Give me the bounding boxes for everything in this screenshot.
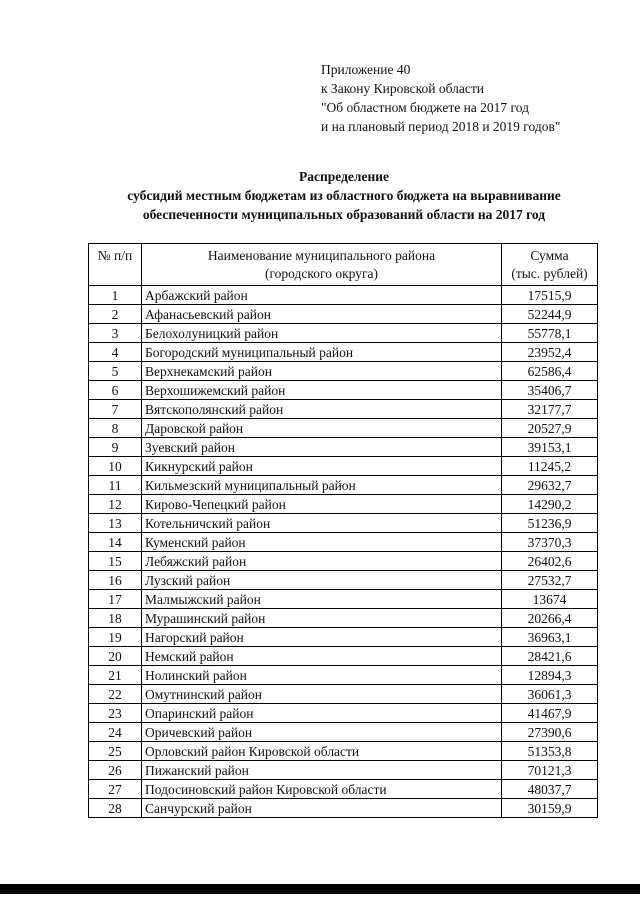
row-number: 26: [89, 761, 142, 780]
heading-title: Распределение: [298, 169, 390, 184]
row-number: 11: [89, 476, 142, 495]
table-row: [89, 571, 598, 590]
row-amount: 27390,6: [502, 723, 598, 742]
row-amount: 30159,9: [502, 799, 598, 818]
row-district-name: Верхошижемский район: [142, 381, 502, 400]
row-district-name: Мурашинский район: [142, 609, 502, 628]
row-district-name: Богородский муниципальный район: [142, 343, 502, 362]
table-row: [89, 723, 598, 742]
scan-edge-bar: [0, 884, 640, 894]
row-district-name: Оричевский район: [142, 723, 502, 742]
table-row: [89, 419, 598, 438]
row-amount: 37370,3: [502, 533, 598, 552]
row-amount: 62586,4: [502, 362, 598, 381]
row-number: 9: [89, 438, 142, 457]
table-row: [89, 381, 598, 400]
table-body: [89, 286, 598, 818]
document-heading: [0, 167, 640, 224]
row-number: 24: [89, 723, 142, 742]
row-district-name: Кильмезский муниципальный район: [142, 476, 502, 495]
annex-reference: [321, 60, 560, 136]
row-district-name: Афанасьевский район: [142, 305, 502, 324]
row-district-name: Куменский район: [142, 533, 502, 552]
row-amount: 48037,7: [502, 780, 598, 799]
row-number: 10: [89, 457, 142, 476]
row-district-name: Даровской район: [142, 419, 502, 438]
row-amount: 35406,7: [502, 381, 598, 400]
row-district-name: Омутнинский район: [142, 685, 502, 704]
table-row: [89, 780, 598, 799]
table-row: [89, 400, 598, 419]
row-amount: 52244,9: [502, 305, 598, 324]
row-amount: 11245,2: [502, 457, 598, 476]
row-district-name: Кирово-Чепецкий район: [142, 495, 502, 514]
row-amount: 12894,3: [502, 666, 598, 685]
row-number: 25: [89, 742, 142, 761]
table-row: [89, 742, 598, 761]
row-amount: 36061,3: [502, 685, 598, 704]
annex-law: к Закону Кировской области: [321, 81, 485, 96]
row-amount: 20527,9: [502, 419, 598, 438]
table-row: [89, 514, 598, 533]
row-number: 19: [89, 628, 142, 647]
table-row: [89, 533, 598, 552]
row-number: 15: [89, 552, 142, 571]
table-row: [89, 685, 598, 704]
header-num: № п/п: [89, 244, 142, 286]
table-row: [89, 647, 598, 666]
row-district-name: Вятскополянский район: [142, 400, 502, 419]
row-district-name: Нагорский район: [142, 628, 502, 647]
annex-number: Приложение 40: [321, 62, 411, 77]
row-district-name: Немский район: [142, 647, 502, 666]
row-number: 8: [89, 419, 142, 438]
row-number: 23: [89, 704, 142, 723]
row-amount: 55778,1: [502, 324, 598, 343]
header-sum: [502, 244, 598, 286]
table-row: [89, 628, 598, 647]
table-row: [89, 457, 598, 476]
row-amount: 39153,1: [502, 438, 598, 457]
row-number: 20: [89, 647, 142, 666]
row-amount: 20266,4: [502, 609, 598, 628]
row-amount: 36963,1: [502, 628, 598, 647]
header-name-line2: (городского округа): [264, 265, 379, 281]
row-district-name: Арбажский район: [142, 286, 502, 305]
row-amount: 26402,6: [502, 552, 598, 571]
row-district-name: Зуевский район: [142, 438, 502, 457]
table-row: [89, 799, 598, 818]
header-name: [142, 244, 502, 286]
row-amount: 27532,7: [502, 571, 598, 590]
table-row: [89, 438, 598, 457]
row-district-name: Кикнурский район: [142, 457, 502, 476]
subsidy-table: [88, 243, 598, 818]
row-number: 4: [89, 343, 142, 362]
header-sum-line2: (тыс. рублей): [511, 265, 588, 281]
table-row: [89, 495, 598, 514]
row-district-name: Лузский район: [142, 571, 502, 590]
table-row: [89, 666, 598, 685]
row-district-name: Санчурский район: [142, 799, 502, 818]
row-amount: 13674: [502, 590, 598, 609]
row-number: 3: [89, 324, 142, 343]
table-row: [89, 324, 598, 343]
row-district-name: Лебяжский район: [142, 552, 502, 571]
row-amount: 32177,7: [502, 400, 598, 419]
row-amount: 29632,7: [502, 476, 598, 495]
table-header-row: [89, 244, 598, 286]
table-row: [89, 362, 598, 381]
row-district-name: Белохолуницкий район: [142, 324, 502, 343]
row-number: 6: [89, 381, 142, 400]
row-number: 1: [89, 286, 142, 305]
table-row: [89, 476, 598, 495]
table-row: [89, 343, 598, 362]
table-row: [89, 286, 598, 305]
header-name-line1: Наименование муниципального района: [207, 247, 436, 263]
row-district-name: Нолинский район: [142, 666, 502, 685]
row-number: 27: [89, 780, 142, 799]
row-number: 5: [89, 362, 142, 381]
row-amount: 28421,6: [502, 647, 598, 666]
heading-subtitle-1: субсидий местным бюджетам из областного бюджета на выравнивание: [127, 188, 561, 203]
row-number: 2: [89, 305, 142, 324]
table-row: [89, 305, 598, 324]
row-number: 17: [89, 590, 142, 609]
row-number: 14: [89, 533, 142, 552]
row-amount: 14290,2: [502, 495, 598, 514]
row-amount: 51353,8: [502, 742, 598, 761]
row-amount: 41467,9: [502, 704, 598, 723]
table-row: [89, 761, 598, 780]
row-amount: 23952,4: [502, 343, 598, 362]
row-number: 16: [89, 571, 142, 590]
row-amount: 70121,3: [502, 761, 598, 780]
row-district-name: Пижанский район: [142, 761, 502, 780]
table-row: [89, 704, 598, 723]
row-amount: 51236,9: [502, 514, 598, 533]
row-number: 7: [89, 400, 142, 419]
heading-subtitle-2: обеспеченности муниципальных образований области на 2017 год: [142, 207, 546, 222]
row-district-name: Орловский район Кировской области: [142, 742, 502, 761]
row-number: 18: [89, 609, 142, 628]
row-district-name: Верхнекамский район: [142, 362, 502, 381]
header-sum-line1: Сумма: [530, 247, 569, 263]
row-number: 28: [89, 799, 142, 818]
table-row: [89, 609, 598, 628]
table-row: [89, 590, 598, 609]
row-number: 12: [89, 495, 142, 514]
row-amount: 17515,9: [502, 286, 598, 305]
row-district-name: Малмыжский район: [142, 590, 502, 609]
row-number: 21: [89, 666, 142, 685]
row-number: 13: [89, 514, 142, 533]
annex-law-title: "Об областном бюджете на 2017 год: [321, 100, 529, 115]
row-district-name: Подосиновский район Кировской области: [142, 780, 502, 799]
row-number: 22: [89, 685, 142, 704]
table-row: [89, 552, 598, 571]
annex-law-period: и на плановый период 2018 и 2019 годов": [321, 119, 561, 134]
row-district-name: Опаринский район: [142, 704, 502, 723]
row-district-name: Котельничский район: [142, 514, 502, 533]
